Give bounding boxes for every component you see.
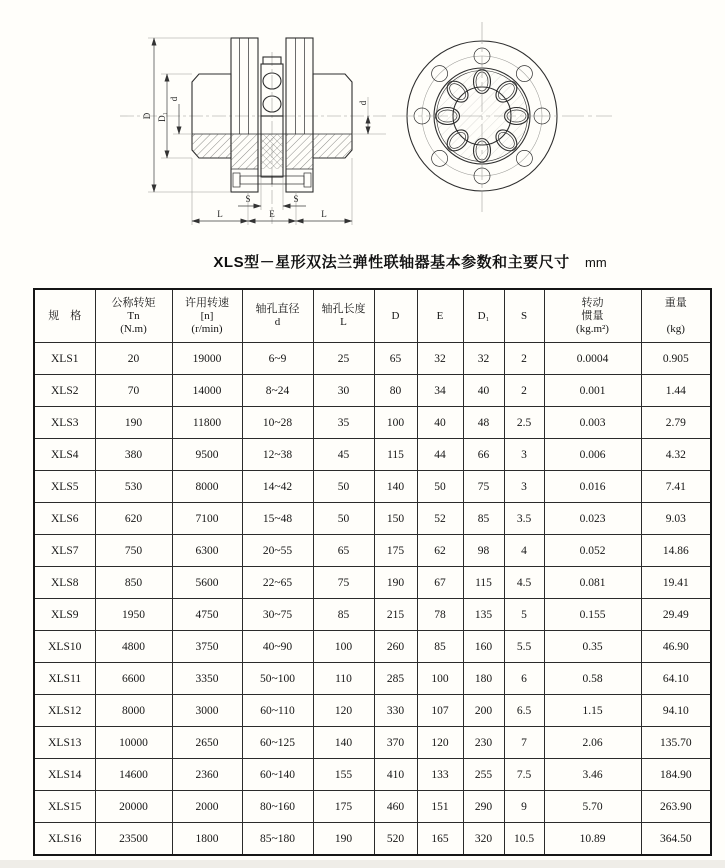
table-row <box>34 567 711 599</box>
value-cell: 0.905 <box>641 343 711 375</box>
table-row <box>34 631 711 663</box>
value-cell: 4750 <box>172 599 242 631</box>
value-cell: 60~110 <box>242 695 313 727</box>
dim-label-E: E <box>269 209 275 219</box>
table-row <box>34 407 711 439</box>
value-cell: 15~48 <box>242 503 313 535</box>
value-cell: 78 <box>417 599 463 631</box>
value-cell: 2 <box>504 375 544 407</box>
value-cell: 32 <box>417 343 463 375</box>
spec-name-cell: XLS2 <box>34 375 95 407</box>
coupling-drawing <box>0 0 725 245</box>
value-cell: 3750 <box>172 631 242 663</box>
value-cell: 40~90 <box>242 631 313 663</box>
value-cell: 50 <box>417 471 463 503</box>
unit-label: mm <box>585 255 607 270</box>
value-cell: 6.5 <box>504 695 544 727</box>
spec-name-cell: XLS8 <box>34 567 95 599</box>
value-cell: 107 <box>417 695 463 727</box>
section-view-drawing <box>118 24 390 236</box>
value-cell: 85 <box>463 503 504 535</box>
value-cell: 0.003 <box>544 407 641 439</box>
value-cell: 4.5 <box>504 567 544 599</box>
value-cell: 180 <box>463 663 504 695</box>
value-cell: 14000 <box>172 375 242 407</box>
value-cell: 190 <box>313 823 374 856</box>
value-cell: 1.15 <box>544 695 641 727</box>
value-cell: 80 <box>374 375 417 407</box>
column-header-1: 公称转矩 Tn (N.m) <box>95 289 172 343</box>
value-cell: 80~160 <box>242 791 313 823</box>
value-cell: 4.32 <box>641 439 711 471</box>
value-cell: 1950 <box>95 599 172 631</box>
value-cell: 4800 <box>95 631 172 663</box>
column-header-3: 轴孔直径 d <box>242 289 313 343</box>
value-cell: 2000 <box>172 791 242 823</box>
value-cell: 2 <box>504 343 544 375</box>
value-cell: 115 <box>463 567 504 599</box>
value-cell: 0.052 <box>544 535 641 567</box>
value-cell: 620 <box>95 503 172 535</box>
value-cell: 50 <box>313 471 374 503</box>
value-cell: 70 <box>95 375 172 407</box>
spec-name-cell: XLS6 <box>34 503 95 535</box>
value-cell: 0.155 <box>544 599 641 631</box>
value-cell: 5.70 <box>544 791 641 823</box>
value-cell: 5 <box>504 599 544 631</box>
value-cell: 1.44 <box>641 375 711 407</box>
column-header-10: 重量 (kg) <box>641 289 711 343</box>
value-cell: 50~100 <box>242 663 313 695</box>
value-cell: 260 <box>374 631 417 663</box>
value-cell: 19000 <box>172 343 242 375</box>
value-cell: 3 <box>504 439 544 471</box>
value-cell: 160 <box>463 631 504 663</box>
value-cell: 7 <box>504 727 544 759</box>
value-cell: 25 <box>313 343 374 375</box>
value-cell: 0.023 <box>544 503 641 535</box>
value-cell: 7100 <box>172 503 242 535</box>
value-cell: 8~24 <box>242 375 313 407</box>
value-cell: 215 <box>374 599 417 631</box>
value-cell: 14600 <box>95 759 172 791</box>
spec-table-header-row <box>34 289 711 343</box>
value-cell: 6600 <box>95 663 172 695</box>
value-cell: 100 <box>313 631 374 663</box>
value-cell: 370 <box>374 727 417 759</box>
spec-name-cell: XLS1 <box>34 343 95 375</box>
value-cell: 2650 <box>172 727 242 759</box>
value-cell: 5.5 <box>504 631 544 663</box>
spec-name-cell: XLS3 <box>34 407 95 439</box>
table-row <box>34 727 711 759</box>
value-cell: 46.90 <box>641 631 711 663</box>
value-cell: 285 <box>374 663 417 695</box>
value-cell: 135.70 <box>641 727 711 759</box>
value-cell: 520 <box>374 823 417 856</box>
value-cell: 50 <box>313 503 374 535</box>
dim-label-L-left: L <box>217 209 223 219</box>
table-row <box>34 759 711 791</box>
dim-label-d-left: d <box>169 96 179 102</box>
value-cell: 0.0004 <box>544 343 641 375</box>
value-cell: 155 <box>313 759 374 791</box>
value-cell: 60~140 <box>242 759 313 791</box>
value-cell: 3350 <box>172 663 242 695</box>
value-cell: 230 <box>463 727 504 759</box>
column-header-2: 许用转速 [n] (r/min) <box>172 289 242 343</box>
value-cell: 10.89 <box>544 823 641 856</box>
front-view-drawing <box>392 16 617 216</box>
value-cell: 8000 <box>95 695 172 727</box>
value-cell: 0.006 <box>544 439 641 471</box>
value-cell: 320 <box>463 823 504 856</box>
value-cell: 9 <box>504 791 544 823</box>
table-row <box>34 471 711 503</box>
value-cell: 850 <box>95 567 172 599</box>
value-cell: 9.03 <box>641 503 711 535</box>
value-cell: 35 <box>313 407 374 439</box>
value-cell: 10.5 <box>504 823 544 856</box>
value-cell: 65 <box>374 343 417 375</box>
table-row <box>34 375 711 407</box>
value-cell: 2.79 <box>641 407 711 439</box>
value-cell: 19.41 <box>641 567 711 599</box>
value-cell: 100 <box>417 663 463 695</box>
value-cell: 364.50 <box>641 823 711 856</box>
value-cell: 0.081 <box>544 567 641 599</box>
value-cell: 30~75 <box>242 599 313 631</box>
value-cell: 530 <box>95 471 172 503</box>
value-cell: 410 <box>374 759 417 791</box>
value-cell: 0.001 <box>544 375 641 407</box>
spec-name-cell: XLS7 <box>34 535 95 567</box>
value-cell: 133 <box>417 759 463 791</box>
value-cell: 14~42 <box>242 471 313 503</box>
flange-front-view <box>392 22 612 212</box>
value-cell: 10000 <box>95 727 172 759</box>
spec-table <box>33 288 712 856</box>
value-cell: 20~55 <box>242 535 313 567</box>
spec-name-cell: XLS10 <box>34 631 95 663</box>
dim-label-L-right: L <box>321 209 327 219</box>
dim-label-D: D <box>142 112 152 120</box>
value-cell: 62 <box>417 535 463 567</box>
value-cell: 66 <box>463 439 504 471</box>
value-cell: 85 <box>313 599 374 631</box>
value-cell: 3000 <box>172 695 242 727</box>
value-cell: 8000 <box>172 471 242 503</box>
value-cell: 45 <box>313 439 374 471</box>
value-cell: 2360 <box>172 759 242 791</box>
table-row <box>34 599 711 631</box>
column-header-6: E <box>417 289 463 343</box>
spec-name-cell: XLS14 <box>34 759 95 791</box>
table-row <box>34 663 711 695</box>
spec-table-body <box>34 343 711 856</box>
value-cell: 100 <box>374 407 417 439</box>
value-cell: 6 <box>504 663 544 695</box>
column-header-5: D <box>374 289 417 343</box>
value-cell: 7.41 <box>641 471 711 503</box>
value-cell: 330 <box>374 695 417 727</box>
value-cell: 6300 <box>172 535 242 567</box>
value-cell: 30 <box>313 375 374 407</box>
value-cell: 67 <box>417 567 463 599</box>
value-cell: 1800 <box>172 823 242 856</box>
value-cell: 22~65 <box>242 567 313 599</box>
spec-name-cell: XLS12 <box>34 695 95 727</box>
value-cell: 40 <box>463 375 504 407</box>
value-cell: 75 <box>463 471 504 503</box>
value-cell: 380 <box>95 439 172 471</box>
column-header-4: 轴孔长度 L <box>313 289 374 343</box>
value-cell: 190 <box>95 407 172 439</box>
value-cell: 98 <box>463 535 504 567</box>
value-cell: 60~125 <box>242 727 313 759</box>
value-cell: 52 <box>417 503 463 535</box>
value-cell: 65 <box>313 535 374 567</box>
value-cell: 7.5 <box>504 759 544 791</box>
value-cell: 190 <box>374 567 417 599</box>
value-cell: 75 <box>313 567 374 599</box>
table-row <box>34 823 711 856</box>
value-cell: 150 <box>374 503 417 535</box>
value-cell: 34 <box>417 375 463 407</box>
value-cell: 11800 <box>172 407 242 439</box>
spec-name-cell: XLS16 <box>34 823 95 856</box>
value-cell: 6~9 <box>242 343 313 375</box>
value-cell: 29.49 <box>641 599 711 631</box>
page-bottom-strip <box>0 860 725 868</box>
value-cell: 48 <box>463 407 504 439</box>
value-cell: 4 <box>504 535 544 567</box>
value-cell: 10~28 <box>242 407 313 439</box>
table-row <box>34 503 711 535</box>
value-cell: 120 <box>417 727 463 759</box>
value-cell: 12~38 <box>242 439 313 471</box>
value-cell: 110 <box>313 663 374 695</box>
dim-label-S-right: S <box>293 194 299 204</box>
value-cell: 255 <box>463 759 504 791</box>
value-cell: 120 <box>313 695 374 727</box>
value-cell: 135 <box>463 599 504 631</box>
table-row <box>34 791 711 823</box>
value-cell: 750 <box>95 535 172 567</box>
dim-label-D1: D₁ <box>157 112 167 122</box>
value-cell: 9500 <box>172 439 242 471</box>
value-cell: 44 <box>417 439 463 471</box>
value-cell: 0.58 <box>544 663 641 695</box>
value-cell: 0.016 <box>544 471 641 503</box>
value-cell: 3.46 <box>544 759 641 791</box>
value-cell: 184.90 <box>641 759 711 791</box>
value-cell: 85 <box>417 631 463 663</box>
value-cell: 64.10 <box>641 663 711 695</box>
value-cell: 140 <box>313 727 374 759</box>
value-cell: 32 <box>463 343 504 375</box>
value-cell: 2.5 <box>504 407 544 439</box>
column-header-0: 规 格 <box>34 289 95 343</box>
spec-name-cell: XLS11 <box>34 663 95 695</box>
value-cell: 5600 <box>172 567 242 599</box>
value-cell: 2.06 <box>544 727 641 759</box>
value-cell: 3 <box>504 471 544 503</box>
spec-name-cell: XLS15 <box>34 791 95 823</box>
value-cell: 290 <box>463 791 504 823</box>
spec-name-cell: XLS13 <box>34 727 95 759</box>
value-cell: 175 <box>313 791 374 823</box>
value-cell: 165 <box>417 823 463 856</box>
value-cell: 94.10 <box>641 695 711 727</box>
value-cell: 115 <box>374 439 417 471</box>
table-row <box>34 343 711 375</box>
dim-label-d-right: d <box>358 100 368 106</box>
spec-name-cell: XLS9 <box>34 599 95 631</box>
dimension-lines <box>142 38 386 225</box>
value-cell: 175 <box>374 535 417 567</box>
value-cell: 23500 <box>95 823 172 856</box>
value-cell: 200 <box>463 695 504 727</box>
spec-name-cell: XLS4 <box>34 439 95 471</box>
value-cell: 263.90 <box>641 791 711 823</box>
value-cell: 0.35 <box>544 631 641 663</box>
page-title: XLS型－星形双法兰弹性联轴器基本参数和主要尺寸 <box>213 254 570 271</box>
value-cell: 40 <box>417 407 463 439</box>
value-cell: 14.86 <box>641 535 711 567</box>
column-header-8: S <box>504 289 544 343</box>
table-row <box>34 695 711 727</box>
column-header-7: D₁ <box>463 289 504 343</box>
spec-name-cell: XLS5 <box>34 471 95 503</box>
value-cell: 3.5 <box>504 503 544 535</box>
value-cell: 20000 <box>95 791 172 823</box>
value-cell: 460 <box>374 791 417 823</box>
dim-label-S-left: S <box>245 194 251 204</box>
value-cell: 151 <box>417 791 463 823</box>
value-cell: 20 <box>95 343 172 375</box>
table-row <box>34 439 711 471</box>
value-cell: 85~180 <box>242 823 313 856</box>
column-header-9: 转动 惯量 (kg.m²) <box>544 289 641 343</box>
table-row <box>34 535 711 567</box>
value-cell: 140 <box>374 471 417 503</box>
